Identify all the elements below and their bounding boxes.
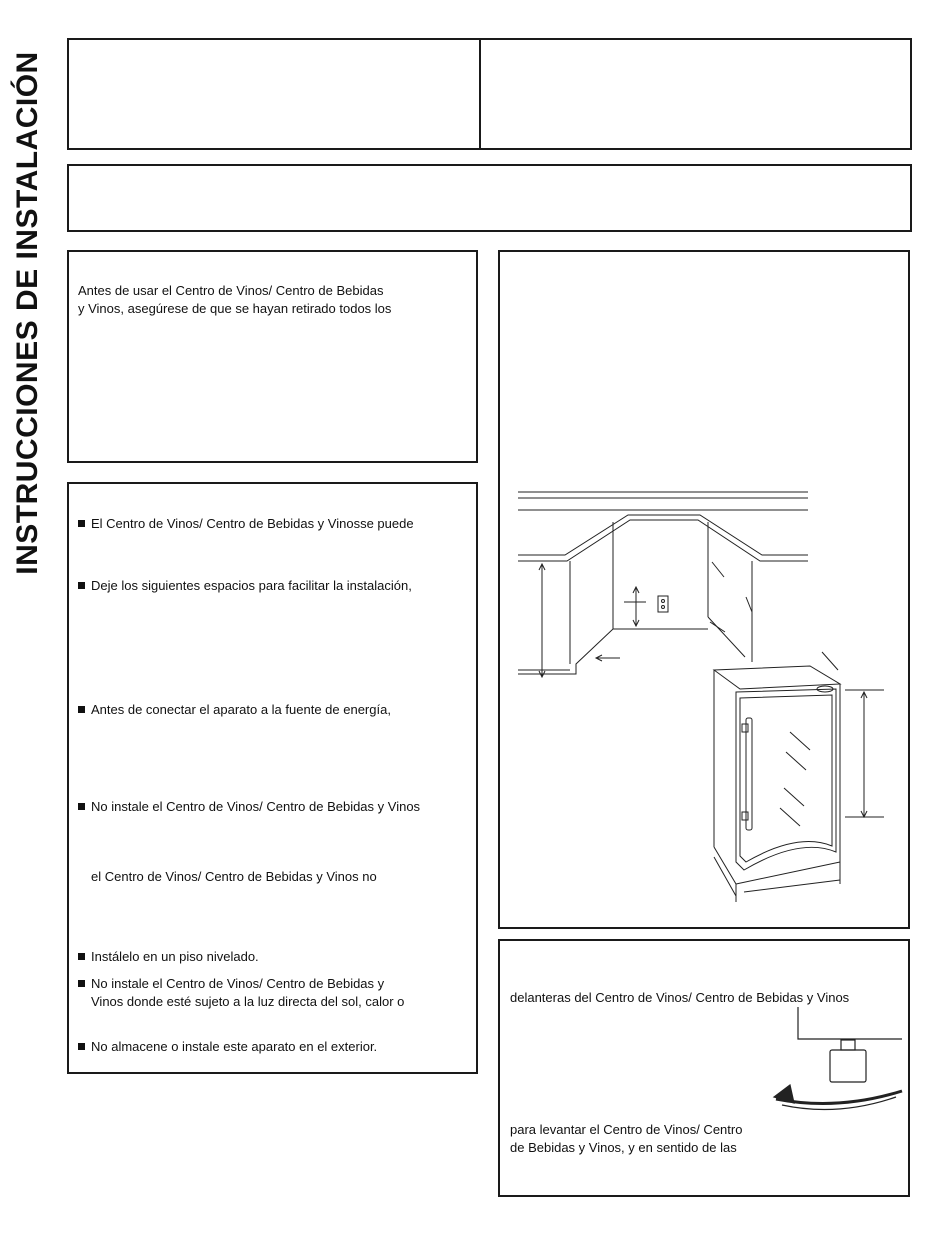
list-item: El Centro de Vinos/ Centro de Bebidas y Vinosse puede [78,515,414,533]
leveling-figure [768,999,908,1139]
header-divider [479,40,481,148]
leveling-line-1: delanteras del Centro de Vinos/ Centro de Bebidas y Vinos [510,990,850,1005]
countertop [518,492,808,510]
outlet-icon [658,596,668,612]
bullet-icon [78,706,85,713]
list-item: Deje los siguientes espacios para facilitar la instalación, [78,577,412,595]
list-item-continuation: Vinos donde esté sujeto a la luz directa del sol, calor o [91,994,405,1009]
instruction-list-box [67,482,478,1074]
leg-bolt [841,1040,855,1050]
bullet-icon [78,520,85,527]
leveling-line-3: de Bebidas y Vinos, y en sentido de las [510,1140,737,1155]
header-box [67,38,912,150]
side-title-text: INSTRUCCIONES DE INSTALACIÓN [11,51,44,575]
list-item: No almacene o instale este aparato en el exterior. [78,1038,377,1056]
door-handle [746,718,752,830]
bullet-icon [78,953,85,960]
bullet-icon [78,803,85,810]
list-item: No instale el Centro de Vinos/ Centro de Bebidas y Vinos [78,798,420,816]
side-title [8,38,48,588]
installation-figure-box [498,250,910,929]
leveling-line-2: para levantar el Centro de Vinos/ Centro [510,1122,743,1137]
list-item-continuation: el Centro de Vinos/ Centro de Bebidas y Vinos no [91,869,377,884]
leveling-box [498,939,910,1197]
wine-center-illustration [714,666,884,902]
installation-figure [500,252,907,926]
section-bar [67,164,912,232]
list-item: No instale el Centro de Vinos/ Centro de Bebidas y [78,975,384,993]
bullet-icon [78,582,85,589]
intro-box [67,250,478,463]
bullet-icon [78,1043,85,1050]
dimension-arrows [539,562,838,677]
intro-line-1: Antes de usar el Centro de Vinos/ Centro de Bebidas [78,283,384,298]
bullet-icon [78,980,85,987]
list-item: Antes de conectar el aparato a la fuente de energía, [78,701,391,719]
cabinet-cutout [518,515,808,674]
intro-line-2: y Vinos, asegúrese de que se hayan retirado todos los [78,301,392,316]
list-item: Instálelo en un piso nivelado. [78,948,259,966]
leveling-leg-icon [830,1050,866,1082]
